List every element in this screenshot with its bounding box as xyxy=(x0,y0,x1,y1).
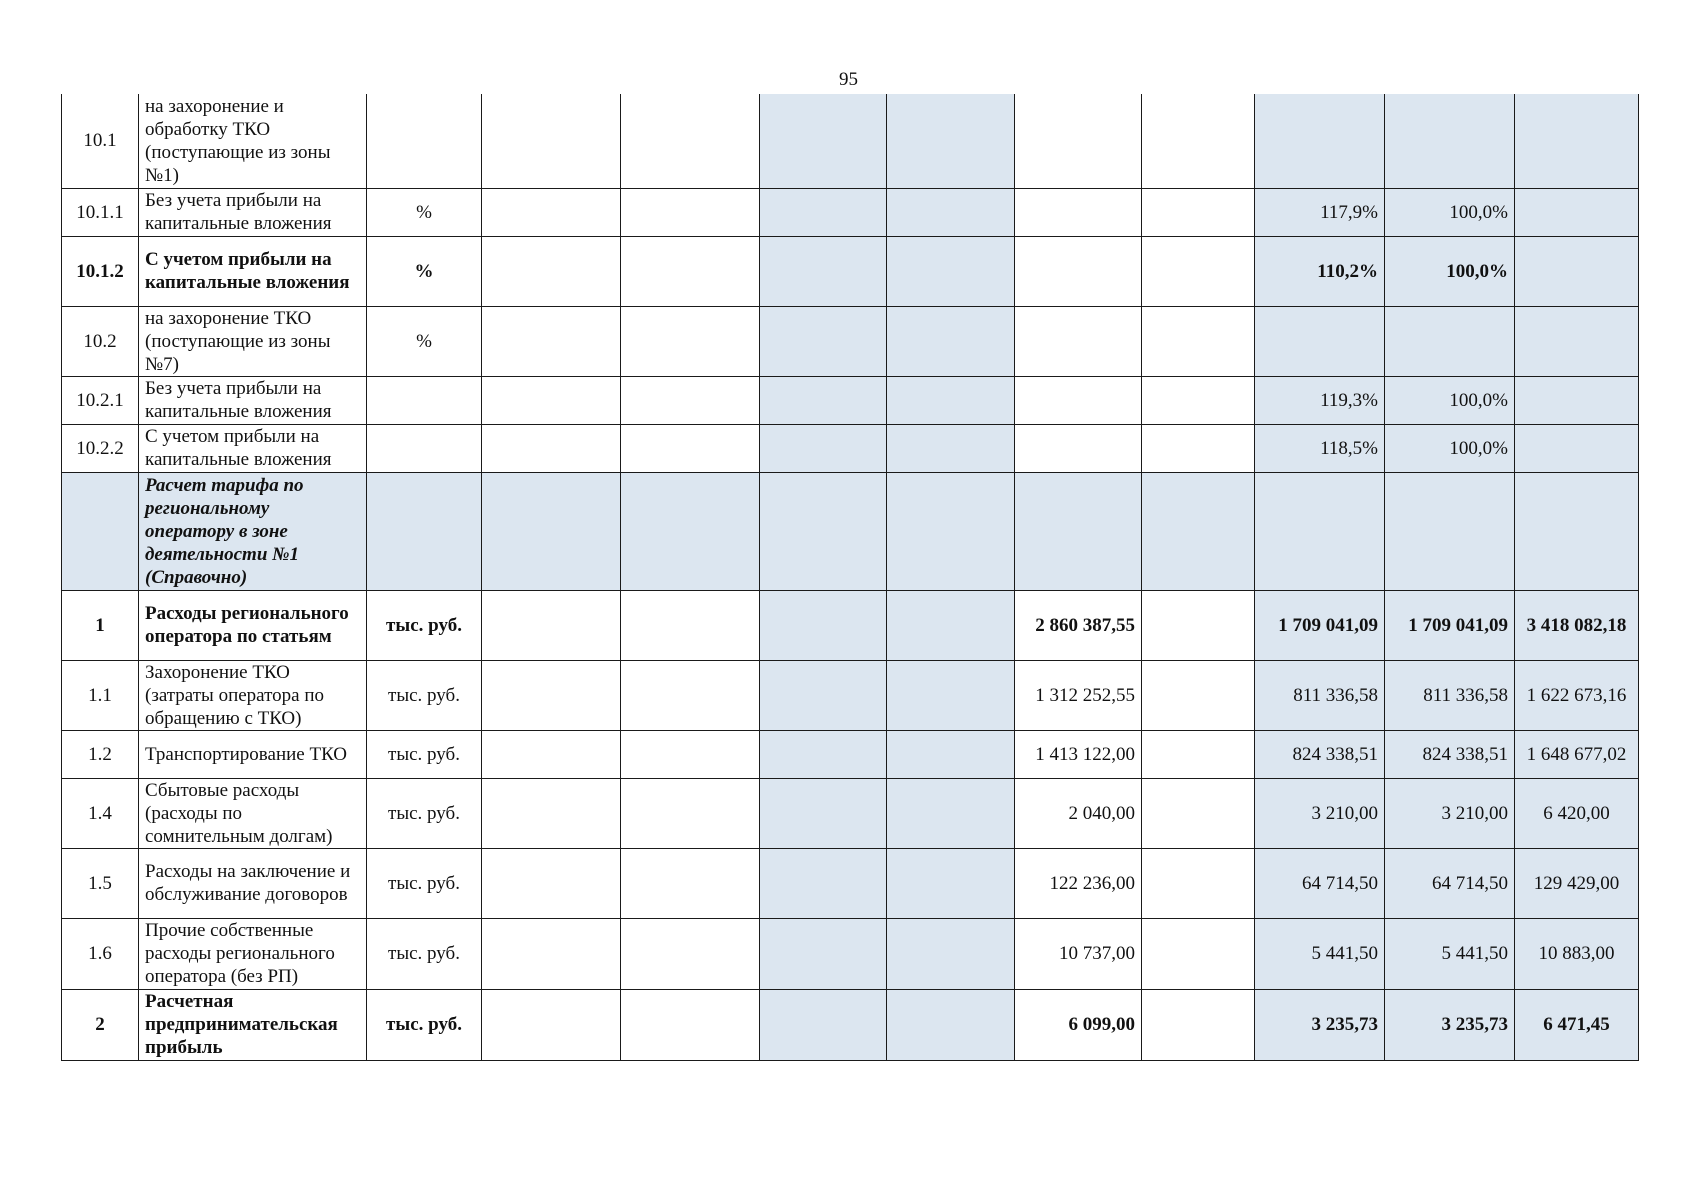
row-number xyxy=(62,472,139,590)
empty-cell xyxy=(887,306,1015,376)
empty-cell xyxy=(621,472,760,590)
value-cell-2: 64 714,50 xyxy=(1255,848,1385,918)
row-name: Без учета прибыли на капитальные вложения xyxy=(139,376,367,424)
value-cell-1 xyxy=(1015,306,1142,376)
value-cell-1 xyxy=(1015,472,1142,590)
empty-cell xyxy=(482,424,621,472)
row-number: 10.2.2 xyxy=(62,424,139,472)
row-unit: тыс. руб. xyxy=(367,778,482,848)
row-unit xyxy=(367,472,482,590)
value-cell-2: 5 441,50 xyxy=(1255,918,1385,989)
row-name: Транспортирование ТКО xyxy=(139,730,367,778)
value-cell-3: 100,0% xyxy=(1385,188,1515,236)
empty-cell xyxy=(1142,236,1255,306)
empty-cell xyxy=(621,660,760,730)
empty-cell xyxy=(1142,94,1255,188)
value-cell-1: 2 040,00 xyxy=(1015,778,1142,848)
row-unit: % xyxy=(367,188,482,236)
value-cell-2: 811 336,58 xyxy=(1255,660,1385,730)
empty-cell xyxy=(887,94,1015,188)
value-cell-1: 1 413 122,00 xyxy=(1015,730,1142,778)
empty-cell xyxy=(760,188,887,236)
row-number: 1.5 xyxy=(62,848,139,918)
row-unit xyxy=(367,424,482,472)
value-cell-4 xyxy=(1515,188,1639,236)
value-cell-1: 10 737,00 xyxy=(1015,918,1142,989)
table-row xyxy=(62,660,1639,730)
value-cell-4: 3 418 082,18 xyxy=(1515,590,1639,660)
row-unit: тыс. руб. xyxy=(367,730,482,778)
empty-cell xyxy=(482,188,621,236)
table-row xyxy=(62,590,1639,660)
empty-cell xyxy=(482,306,621,376)
value-cell-2: 824 338,51 xyxy=(1255,730,1385,778)
value-cell-4: 6 471,45 xyxy=(1515,989,1639,1060)
empty-cell xyxy=(1142,918,1255,989)
empty-cell xyxy=(760,424,887,472)
empty-cell xyxy=(1142,730,1255,778)
row-name: С учетом прибыли на капитальные вложения xyxy=(139,236,367,306)
row-unit xyxy=(367,376,482,424)
value-cell-4: 10 883,00 xyxy=(1515,918,1639,989)
empty-cell xyxy=(482,236,621,306)
table-row xyxy=(62,94,1639,188)
value-cell-1: 1 312 252,55 xyxy=(1015,660,1142,730)
empty-cell xyxy=(621,989,760,1060)
row-name: Захоронение ТКО (затраты оператора по обращению с ТКО) xyxy=(139,660,367,730)
empty-cell xyxy=(887,989,1015,1060)
value-cell-2: 3 210,00 xyxy=(1255,778,1385,848)
value-cell-3: 811 336,58 xyxy=(1385,660,1515,730)
empty-cell xyxy=(760,472,887,590)
empty-cell xyxy=(1142,306,1255,376)
value-cell-2 xyxy=(1255,306,1385,376)
empty-cell xyxy=(887,590,1015,660)
table-row xyxy=(62,730,1639,778)
row-unit: тыс. руб. xyxy=(367,660,482,730)
row-name: на захоронение и обработку ТКО (поступающие из зоны №1) xyxy=(139,94,367,188)
empty-cell xyxy=(1142,778,1255,848)
value-cell-3: 3 235,73 xyxy=(1385,989,1515,1060)
row-number: 2 xyxy=(62,989,139,1060)
empty-cell xyxy=(887,778,1015,848)
table-row xyxy=(62,306,1639,376)
table-row xyxy=(62,848,1639,918)
value-cell-3 xyxy=(1385,94,1515,188)
value-cell-4: 6 420,00 xyxy=(1515,778,1639,848)
empty-cell xyxy=(621,730,760,778)
row-name: Расчет тарифа по региональному оператору в зоне деятельности №1 (Справочно) xyxy=(139,472,367,590)
value-cell-1: 6 099,00 xyxy=(1015,989,1142,1060)
value-cell-2 xyxy=(1255,94,1385,188)
value-cell-4: 129 429,00 xyxy=(1515,848,1639,918)
value-cell-3: 100,0% xyxy=(1385,236,1515,306)
empty-cell xyxy=(621,236,760,306)
row-unit: тыс. руб. xyxy=(367,918,482,989)
empty-cell xyxy=(1142,376,1255,424)
empty-cell xyxy=(482,778,621,848)
row-number: 10.1.1 xyxy=(62,188,139,236)
table-row xyxy=(62,188,1639,236)
value-cell-2: 117,9% xyxy=(1255,188,1385,236)
value-cell-1 xyxy=(1015,236,1142,306)
row-name: С учетом прибыли на капитальные вложения xyxy=(139,424,367,472)
value-cell-1 xyxy=(1015,376,1142,424)
empty-cell xyxy=(621,590,760,660)
value-cell-2: 1 709 041,09 xyxy=(1255,590,1385,660)
table-row xyxy=(62,778,1639,848)
empty-cell xyxy=(760,730,887,778)
row-number: 1.1 xyxy=(62,660,139,730)
value-cell-4 xyxy=(1515,236,1639,306)
empty-cell xyxy=(1142,590,1255,660)
empty-cell xyxy=(1142,188,1255,236)
empty-cell xyxy=(621,188,760,236)
row-unit: тыс. руб. xyxy=(367,848,482,918)
value-cell-2: 3 235,73 xyxy=(1255,989,1385,1060)
empty-cell xyxy=(621,94,760,188)
value-cell-1: 2 860 387,55 xyxy=(1015,590,1142,660)
empty-cell xyxy=(482,590,621,660)
table-row xyxy=(62,918,1639,989)
empty-cell xyxy=(887,424,1015,472)
empty-cell xyxy=(482,848,621,918)
value-cell-4 xyxy=(1515,376,1639,424)
empty-cell xyxy=(760,236,887,306)
empty-cell xyxy=(621,376,760,424)
empty-cell xyxy=(1142,660,1255,730)
table-row xyxy=(62,472,1639,590)
empty-cell xyxy=(760,94,887,188)
value-cell-1 xyxy=(1015,424,1142,472)
row-name: Без учета прибыли на капитальные вложения xyxy=(139,188,367,236)
empty-cell xyxy=(482,376,621,424)
value-cell-4: 1 648 677,02 xyxy=(1515,730,1639,778)
row-unit: тыс. руб. xyxy=(367,989,482,1060)
empty-cell xyxy=(760,376,887,424)
row-number: 1.4 xyxy=(62,778,139,848)
empty-cell xyxy=(621,918,760,989)
value-cell-3: 100,0% xyxy=(1385,376,1515,424)
empty-cell xyxy=(482,660,621,730)
empty-cell xyxy=(887,188,1015,236)
tariff-table xyxy=(61,94,1639,1061)
empty-cell xyxy=(621,778,760,848)
value-cell-3: 100,0% xyxy=(1385,424,1515,472)
empty-cell xyxy=(1142,989,1255,1060)
row-number: 10.2 xyxy=(62,306,139,376)
empty-cell xyxy=(887,236,1015,306)
value-cell-2: 118,5% xyxy=(1255,424,1385,472)
empty-cell xyxy=(621,306,760,376)
table-body xyxy=(62,94,1639,1060)
value-cell-4 xyxy=(1515,306,1639,376)
empty-cell xyxy=(482,918,621,989)
value-cell-4: 1 622 673,16 xyxy=(1515,660,1639,730)
empty-cell xyxy=(621,424,760,472)
value-cell-3: 5 441,50 xyxy=(1385,918,1515,989)
empty-cell xyxy=(887,472,1015,590)
empty-cell xyxy=(887,730,1015,778)
row-number: 10.2.1 xyxy=(62,376,139,424)
value-cell-4 xyxy=(1515,94,1639,188)
value-cell-2 xyxy=(1255,472,1385,590)
value-cell-4 xyxy=(1515,472,1639,590)
row-name: Сбытовые расходы (расходы по сомнительным долгам) xyxy=(139,778,367,848)
value-cell-3 xyxy=(1385,472,1515,590)
value-cell-3: 1 709 041,09 xyxy=(1385,590,1515,660)
empty-cell xyxy=(887,376,1015,424)
empty-cell xyxy=(760,306,887,376)
row-number: 10.1 xyxy=(62,94,139,188)
empty-cell xyxy=(887,918,1015,989)
value-cell-2: 119,3% xyxy=(1255,376,1385,424)
empty-cell xyxy=(887,660,1015,730)
value-cell-3: 64 714,50 xyxy=(1385,848,1515,918)
empty-cell xyxy=(1142,848,1255,918)
row-name: Прочие собственные расходы регионального оператора (без РП) xyxy=(139,918,367,989)
value-cell-3: 3 210,00 xyxy=(1385,778,1515,848)
table-row xyxy=(62,376,1639,424)
value-cell-3: 824 338,51 xyxy=(1385,730,1515,778)
row-number: 1.2 xyxy=(62,730,139,778)
empty-cell xyxy=(760,918,887,989)
value-cell-1: 122 236,00 xyxy=(1015,848,1142,918)
empty-cell xyxy=(482,472,621,590)
row-name: Расходы на заключение и обслуживание договоров xyxy=(139,848,367,918)
empty-cell xyxy=(760,660,887,730)
row-number: 1 xyxy=(62,590,139,660)
empty-cell xyxy=(760,778,887,848)
empty-cell xyxy=(482,94,621,188)
page-number: 95 xyxy=(839,69,858,90)
empty-cell xyxy=(621,848,760,918)
row-unit: % xyxy=(367,306,482,376)
value-cell-3 xyxy=(1385,306,1515,376)
empty-cell xyxy=(760,989,887,1060)
row-number: 1.6 xyxy=(62,918,139,989)
row-unit: тыс. руб. xyxy=(367,590,482,660)
table-row xyxy=(62,989,1639,1060)
row-name: Расчетная предпринимательская прибыль xyxy=(139,989,367,1060)
value-cell-4 xyxy=(1515,424,1639,472)
empty-cell xyxy=(1142,472,1255,590)
row-number: 10.1.2 xyxy=(62,236,139,306)
empty-cell xyxy=(887,848,1015,918)
empty-cell xyxy=(482,989,621,1060)
row-name: на захоронение ТКО (поступающие из зоны №7) xyxy=(139,306,367,376)
row-name: Расходы регионального оператора по статьям xyxy=(139,590,367,660)
empty-cell xyxy=(760,848,887,918)
value-cell-1 xyxy=(1015,94,1142,188)
empty-cell xyxy=(1142,424,1255,472)
table-row xyxy=(62,424,1639,472)
table-row xyxy=(62,236,1639,306)
row-unit xyxy=(367,94,482,188)
empty-cell xyxy=(760,590,887,660)
empty-cell xyxy=(482,730,621,778)
value-cell-2: 110,2% xyxy=(1255,236,1385,306)
row-unit: % xyxy=(367,236,482,306)
value-cell-1 xyxy=(1015,188,1142,236)
